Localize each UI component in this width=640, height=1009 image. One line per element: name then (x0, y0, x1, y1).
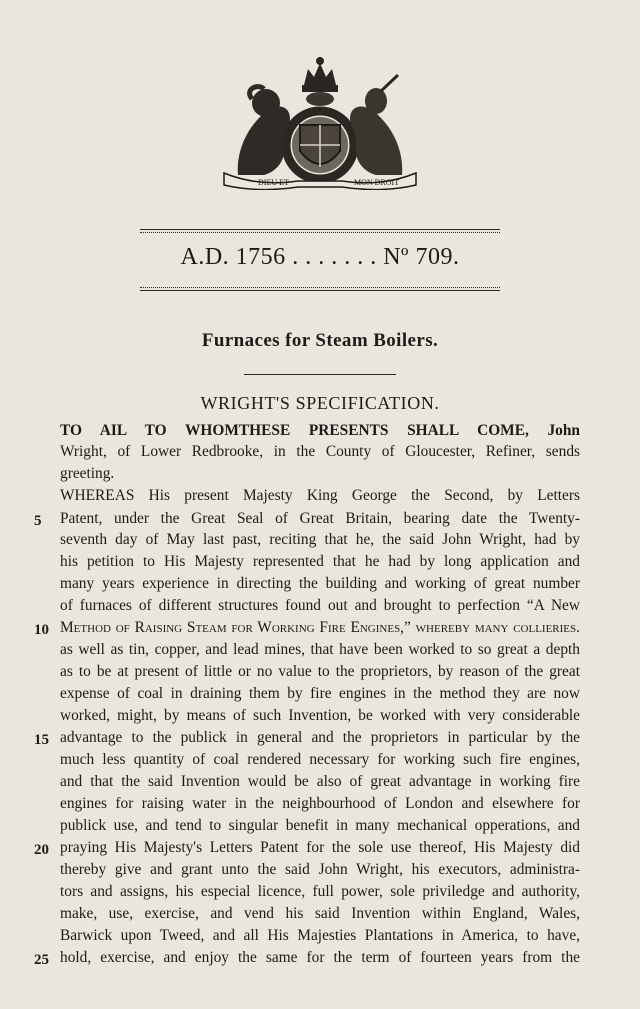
patent-year: A.D. 1756 (180, 244, 286, 270)
motto-right: MON DROIT (354, 178, 400, 187)
body-line-20: praying His Majesty's Letters Patent for the sole use thereof, His Majesty did (60, 839, 580, 856)
body-line-14: worked, might, by means of such Invention, be worked with very considerable (60, 707, 580, 724)
line-number-20: 20 (34, 842, 49, 858)
heading-rule (140, 287, 500, 288)
line-number-25: 25 (34, 952, 49, 968)
body-line-7: his petition to His Majesty represented that he had by long application and (60, 553, 580, 570)
body-line-4: WHEREAS His present Majesty King George the Second, by Letters (60, 487, 580, 504)
body-line-8: many years experience in directing the building and working of great number (60, 575, 580, 592)
body-line-2: Wright, of Lower Redbrooke, in the County of Gloucester, Refiner, sends (60, 443, 580, 460)
patent-number: Nº 709. (383, 244, 460, 270)
body-line-5: Patent, under the Great Seal of Great Britain, bearing date the Twenty- (60, 510, 580, 527)
body-line-6: seventh day of May last past, reciting that he, the said John Wright, had by (60, 531, 580, 548)
body-line-3: greeting. (60, 465, 115, 482)
body-line-11: as well as tin, copper, and lead mines, that have been worked to so great a depth (60, 641, 580, 658)
body-line-10: Method of Raising Steam for Working Fire Engines,” whereby many collieries. (60, 619, 580, 636)
body-line-9: of furnaces of different structures found out and brought to perfection “A New (60, 597, 580, 614)
body-line-25: hold, exercise, and enjoy the same for the term of fourteen years from the (60, 949, 580, 966)
body-line-16: much less quantity of coal rendered necessary for working such fire engines, (60, 751, 580, 768)
body-line-12: as to be at present of little or no value to the proprietors, by reason of the great (60, 663, 580, 680)
body-line-24: Barwick upon Tweed, and all His Majesties Plantations in America, to have, (60, 927, 580, 944)
line-number-10: 10 (34, 622, 49, 638)
body-line-13: expense of coal in draining them by fire engines in the method they are now (60, 685, 580, 702)
body-line-17: and that the said Invention would be also of great advantage in working fire (60, 773, 580, 790)
line-number-15: 15 (34, 732, 49, 748)
specification-title: WRIGHT'S SPECIFICATION. (200, 393, 440, 413)
heading-rule-thick (140, 290, 500, 291)
body-line-15: advantage to the publick in general and the proprietors in particular by the (60, 729, 580, 746)
motto-left: DIEU ET (258, 178, 289, 187)
title-rule (244, 374, 396, 375)
royal-coat-of-arms-icon (218, 55, 422, 190)
document-title: Furnaces for Steam Boilers. (201, 330, 439, 351)
body-line-18: engines for raising water in the neighbourhood of London and elsewhere for (60, 795, 580, 812)
body-line-22: tors and assigns, his especial licence, full power, sole priviledge and authority, (60, 883, 580, 900)
top-rule (140, 229, 500, 230)
patent-leader: . . . . . . . (292, 244, 377, 270)
patent-heading (140, 244, 500, 271)
body-line-1: TO AIL TO WHOMTHESE PRESENTS SHALL COME, John (60, 422, 580, 439)
body-line-19: publick use, and tend to singular benefit in many mechanical opperations, and (60, 817, 580, 834)
body-line-23: make, use, exercise, and vend his said Invention within England, Wales, (60, 905, 580, 922)
body-line-21: thereby give and grant unto the said John Wright, his executors, administra- (60, 861, 580, 878)
top-rule-thin (140, 232, 500, 233)
line-number-5: 5 (34, 513, 42, 529)
